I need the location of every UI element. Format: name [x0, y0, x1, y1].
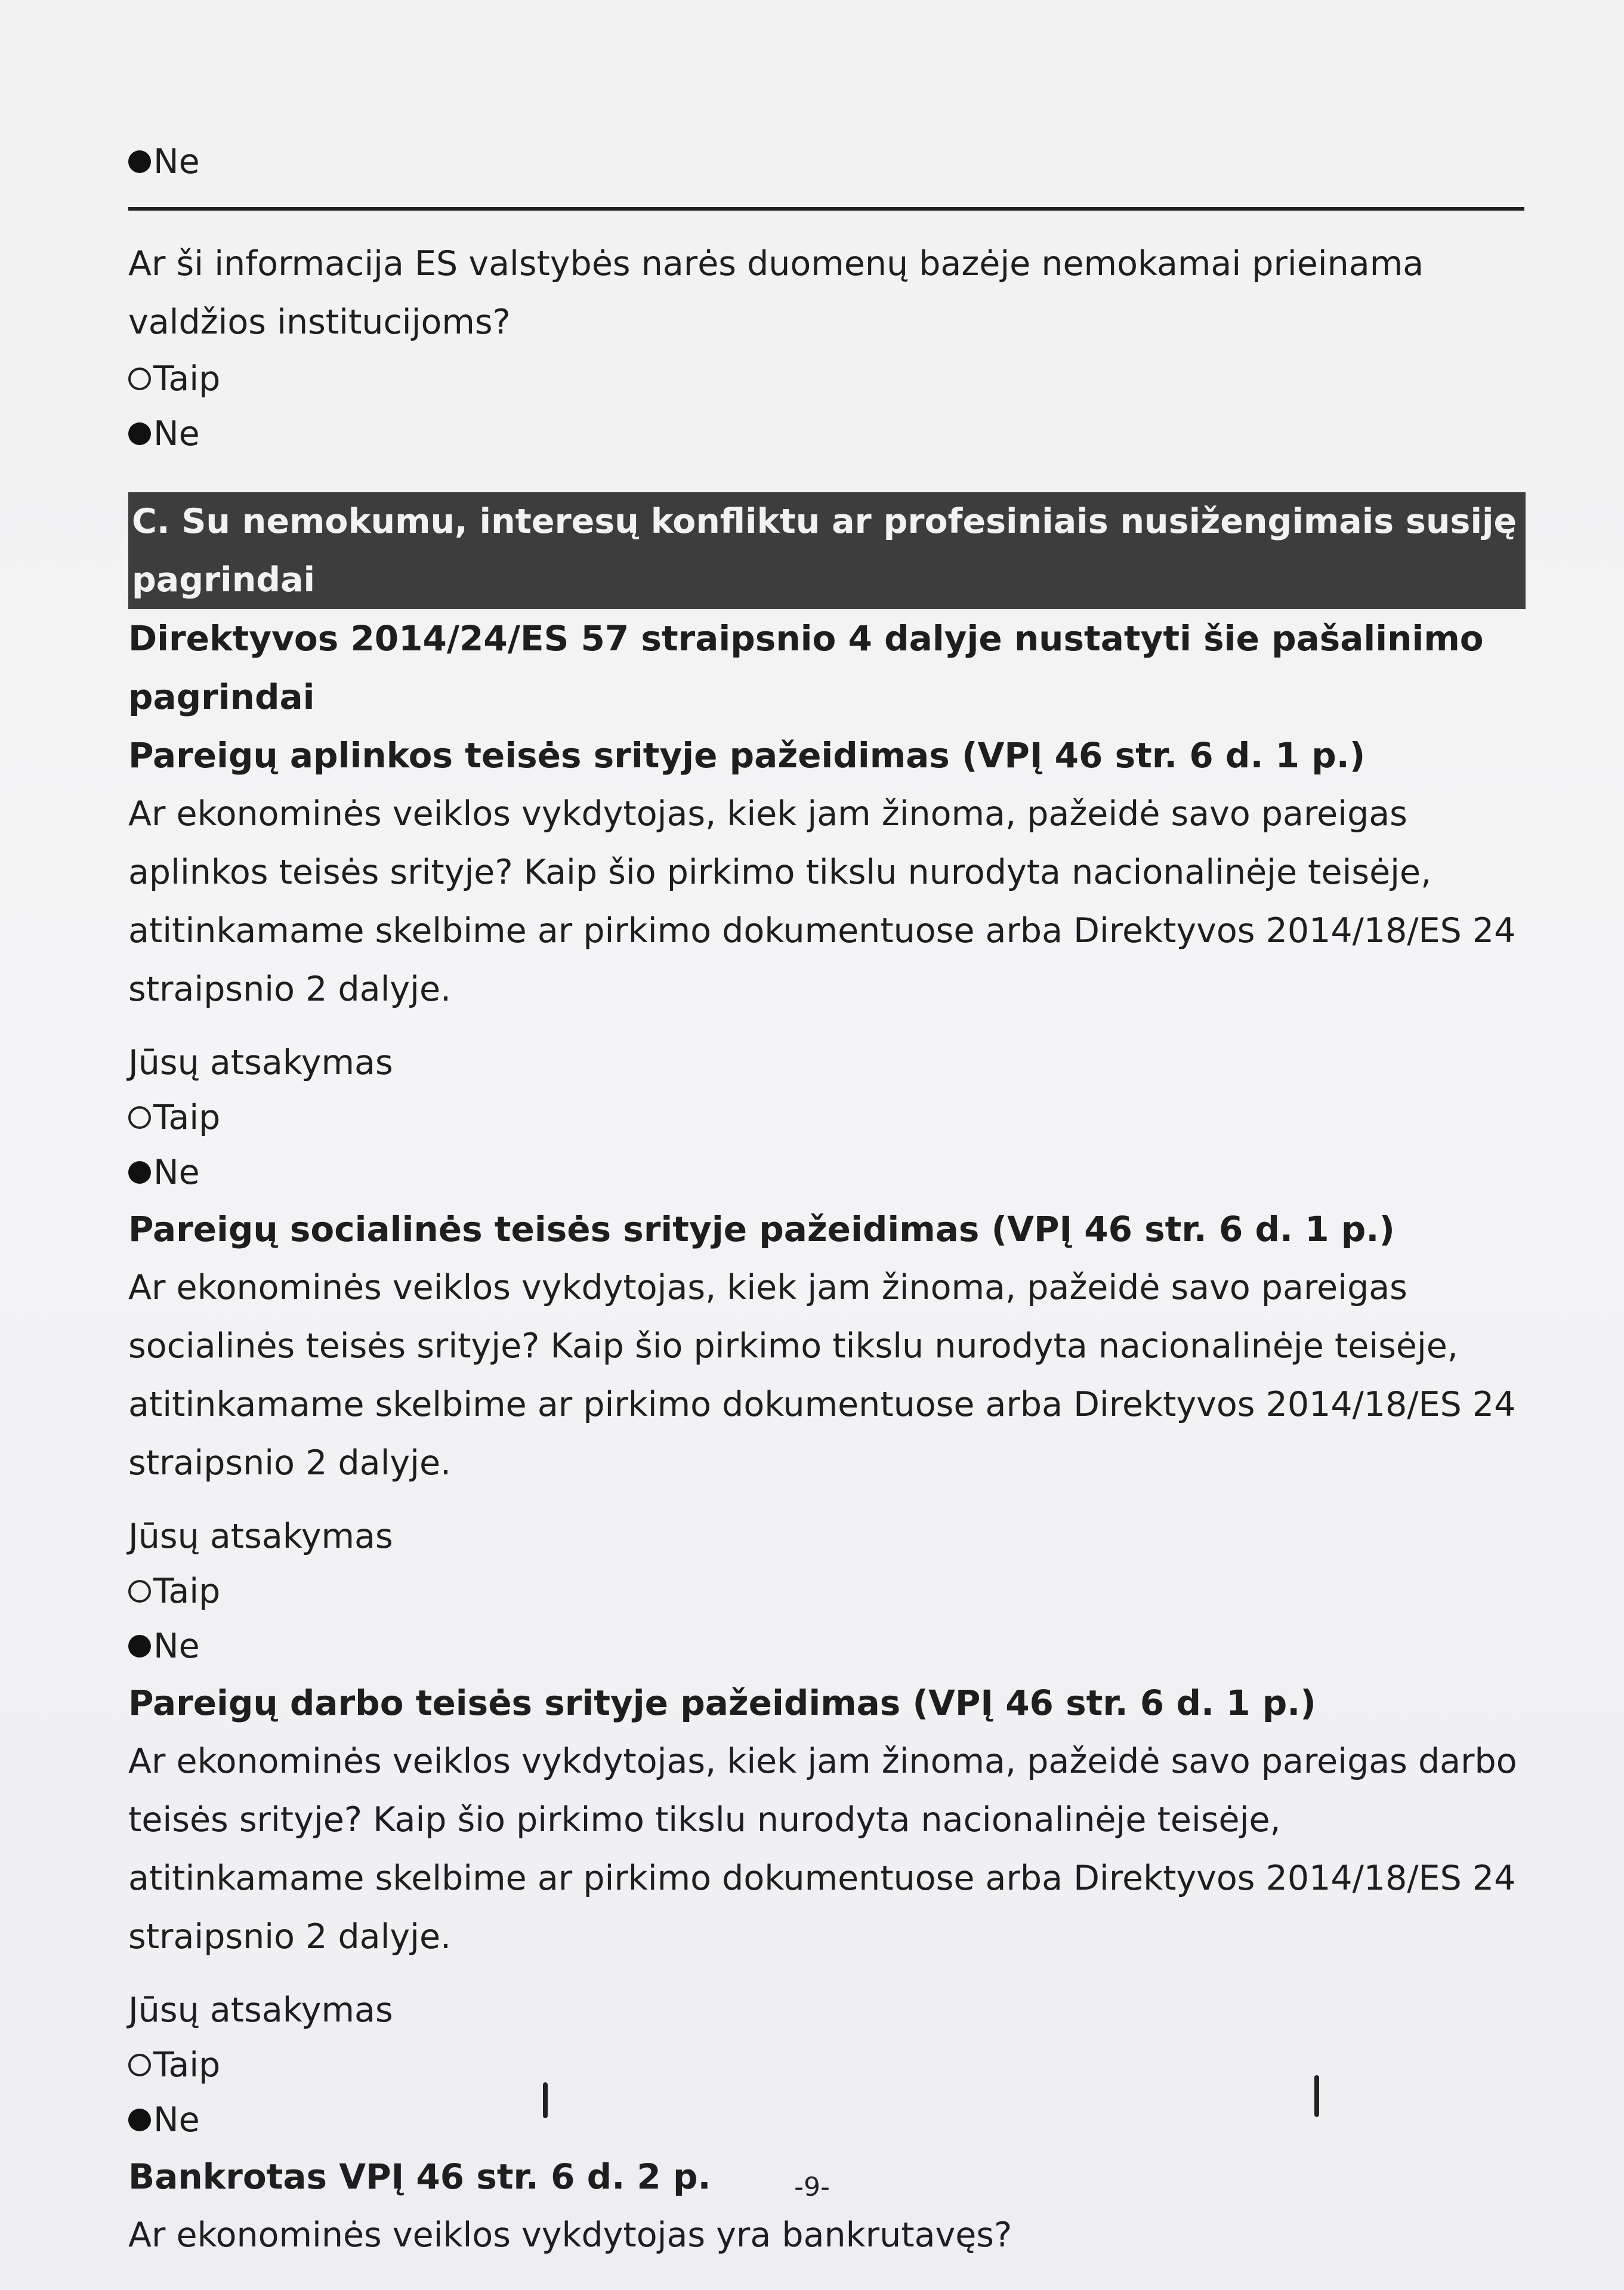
section-subheader: Direktyvos 2014/24/ES 57 straipsnio 4 dalyje nustatyti šie pašalinimo pagrindai: [128, 618, 1484, 717]
question-title: Pareigų darbo teisės srityje pažeidimas (VPĮ 46 str. 6 d. 1 p.): [128, 1683, 1316, 1723]
radio-filled-icon[interactable]: [128, 150, 151, 173]
radio-empty-icon[interactable]: [128, 1580, 151, 1603]
radio-filled-icon[interactable]: [128, 422, 151, 445]
radio-empty-icon[interactable]: [128, 2054, 151, 2076]
pen-mark: [1314, 2075, 1319, 2117]
answer-label: Jūsų atsakymas: [128, 1517, 393, 1556]
horizontal-rule: [128, 207, 1524, 211]
radio-label: Ne: [153, 1153, 200, 1192]
radio-label: Taip: [153, 359, 221, 399]
page-number: -9-: [794, 2172, 830, 2202]
question-text: Ar ekonominės veiklos vykdytojas yra bankrutavęs?: [128, 2215, 1012, 2255]
answer-label: Jūsų atsakymas: [128, 1990, 393, 2030]
radio-empty-icon[interactable]: [128, 368, 151, 390]
radio-filled-icon[interactable]: [128, 1161, 151, 1184]
question-text: Ar ekonominės veiklos vykdytojas, kiek jam žinoma, pažeidė savo pareigas darbo teisės srityje? Kaip šio pirkimo tikslu nurodyta nacionalinėje teisėje, atitinkamame skelbime ar pirkimo dokumentuose arba Direktyvos 2014/18/ES 24 straipsnio 2 dalyje.: [128, 1742, 1517, 1956]
question-title: Pareigų socialinės teisės srityje pažeidimas (VPĮ 46 str. 6 d. 1 p.): [128, 1209, 1395, 1249]
radio-label: Ne: [153, 142, 200, 181]
radio-filled-icon[interactable]: [128, 1635, 151, 1658]
radio-label: Ne: [153, 1627, 200, 1666]
radio-label: Ne: [153, 2100, 200, 2140]
radio-empty-icon[interactable]: [128, 1106, 151, 1129]
section-header: C. Su nemokumu, interesų konfliktu ar profesiniais nusižengimais susiję pagrindai: [128, 492, 1526, 609]
pen-mark: [543, 2082, 548, 2118]
question-text: Ar ekonominės veiklos vykdytojas, kiek jam žinoma, pažeidė savo pareigas socialinės teisės srityje? Kaip šio pirkimo tikslu nurodyta nacionalinėje teisėje, atitinkamame skelbime ar pirkimo dokumentuose arba Direktyvos 2014/18/ES 24 straipsnio 2 dalyje.: [128, 1268, 1516, 1483]
answer-label: Jūsų atsakymas: [128, 1043, 393, 1082]
radio-option-ne[interactable]: [128, 1145, 1524, 1200]
radio-option-taip[interactable]: [128, 1564, 1524, 1619]
radio-option-ne[interactable]: [128, 406, 1524, 461]
radio-option-ne[interactable]: [128, 134, 1524, 189]
question-text: Ar ekonominės veiklos vykdytojas, kiek jam žinoma, pažeidė savo pareigas aplinkos teisės srityje? Kaip šio pirkimo tikslu nurodyta nacionalinėje teisėje, atitinkamame skelbime ar pirkimo dokumentuose arba Direktyvos 2014/18/ES 24 straipsnio 2 dalyje.: [128, 794, 1516, 1009]
question-title: Pareigų aplinkos teisės srityje pažeidimas (VPĮ 46 str. 6 d. 1 p.): [128, 735, 1366, 776]
question-text: Ar ši informacija ES valstybės narės duomenų bazėje nemokamai prieinama valdžios institucijoms?: [128, 244, 1424, 342]
radio-filled-icon[interactable]: [128, 2109, 151, 2131]
page-content: [128, 134, 1524, 2264]
radio-label: Taip: [153, 1572, 221, 1611]
radio-option-taip[interactable]: [128, 1090, 1524, 1145]
question-title: Bankrotas VPĮ 46 str. 6 d. 2 p.: [128, 2156, 711, 2197]
radio-label: Ne: [153, 414, 200, 453]
radio-label: Taip: [153, 2045, 221, 2085]
radio-label: Taip: [153, 1098, 221, 1137]
radio-option-ne[interactable]: [128, 1619, 1524, 1674]
radio-option-taip[interactable]: [128, 351, 1524, 406]
